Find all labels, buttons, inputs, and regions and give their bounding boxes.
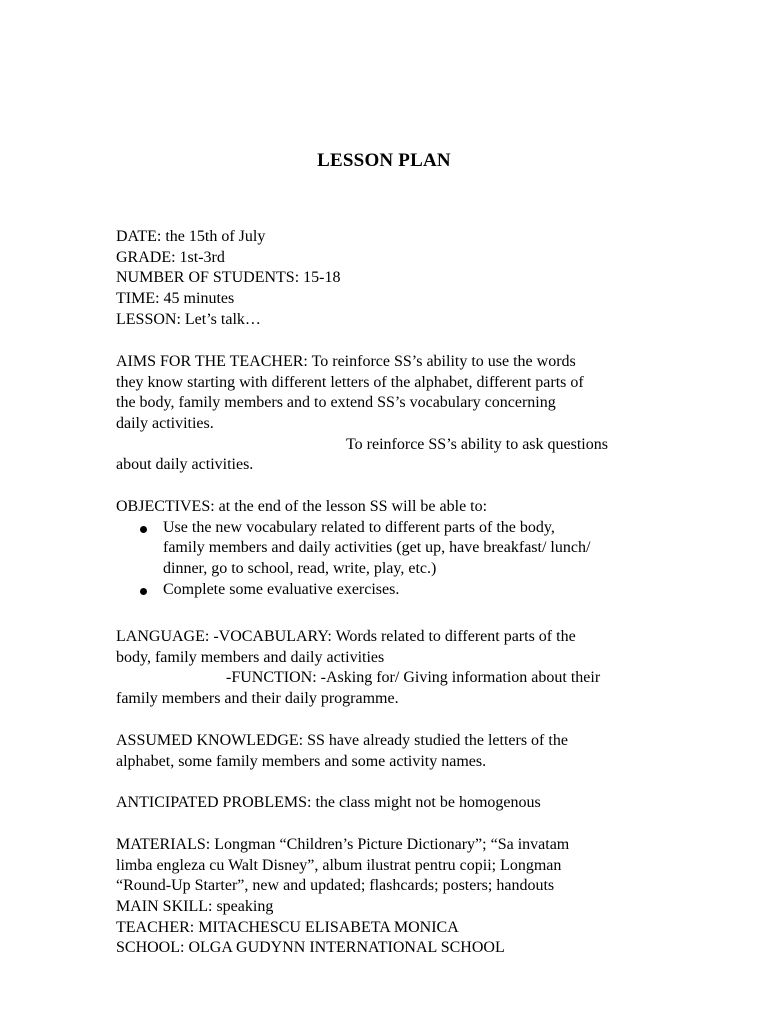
list-item <box>116 580 656 601</box>
objectives-intro: OBJECTIVES: at the end of the lesson SS will be able to: <box>116 498 488 515</box>
aims-line: daily activities. <box>116 415 214 433</box>
language-line: -FUNCTION: -Asking for/ Giving information about their <box>226 669 601 687</box>
materials-line: limba engleza cu Walt Disney”, album ilustrat pentru copii; Longman <box>116 856 562 874</box>
time-line: TIME: 45 minutes <box>116 290 235 308</box>
aims-line: AIMS FOR THE TEACHER: To reinforce SS’s ability to use the words <box>116 353 576 370</box>
materials-line: MATERIALS: Longman “Children’s Picture Dictionary”; “Sa invatam <box>116 836 570 853</box>
aims-line: the body, family members and to extend SS’s vocabulary concerning <box>116 394 556 412</box>
materials-line: “Round-Up Starter”, new and updated; flashcards; posters; handouts <box>116 877 555 895</box>
problems-section <box>116 793 656 814</box>
aims-line: they know starting with different letters of the alphabet, different parts of <box>116 373 584 391</box>
assumed-line: alphabet, some family members and some activity names. <box>116 752 487 770</box>
problems-line: ANTICIPATED PROBLEMS: the class might not be homogenous <box>116 794 541 811</box>
grade-line: GRADE: 1st-3rd <box>116 248 225 266</box>
objective-line: Use the new vocabulary related to different parts of the body, <box>163 518 555 536</box>
school-line: SCHOOL: OLGA GUDYNN INTERNATIONAL SCHOOL <box>116 939 505 957</box>
language-line: body, family members and daily activities <box>116 648 385 666</box>
date-line: DATE: the 15th of July <box>116 228 266 245</box>
page-title: LESSON PLAN <box>317 150 451 171</box>
language-line: LANGUAGE: -VOCABULARY: Words related to different parts of the <box>116 628 576 645</box>
main-skill-line: MAIN SKILL: speaking <box>116 898 274 916</box>
bullet-icon <box>140 526 147 533</box>
objective-line: dinner, go to school, read, write, play, etc.) <box>163 560 437 578</box>
bullet-icon <box>140 588 147 595</box>
objective-line: Complete some evaluative exercises. <box>163 580 400 598</box>
assumed-line: ASSUMED KNOWLEDGE: SS have already studied the letters of the <box>116 732 568 749</box>
students-line: NUMBER OF STUDENTS: 15-18 <box>116 269 341 287</box>
aims-second-line: To reinforce SS’s ability to ask questions <box>346 435 608 453</box>
language-line: family members and their daily programme. <box>116 690 399 708</box>
objective-line: family members and daily activities (get up, have breakfast/ lunch/ <box>163 539 591 557</box>
assumed-section <box>116 731 656 772</box>
aims-section <box>116 352 656 476</box>
materials-section <box>116 835 656 959</box>
header-info <box>116 227 656 330</box>
list-item <box>116 518 656 580</box>
aims-second-line: about daily activities. <box>116 456 254 474</box>
lesson-line: LESSON: Let’s talk… <box>116 310 261 328</box>
objectives-section <box>116 497 656 600</box>
language-section <box>116 627 656 710</box>
objectives-list <box>116 518 656 601</box>
teacher-line: TEACHER: MITACHESCU ELISABETA MONICA <box>116 918 459 936</box>
